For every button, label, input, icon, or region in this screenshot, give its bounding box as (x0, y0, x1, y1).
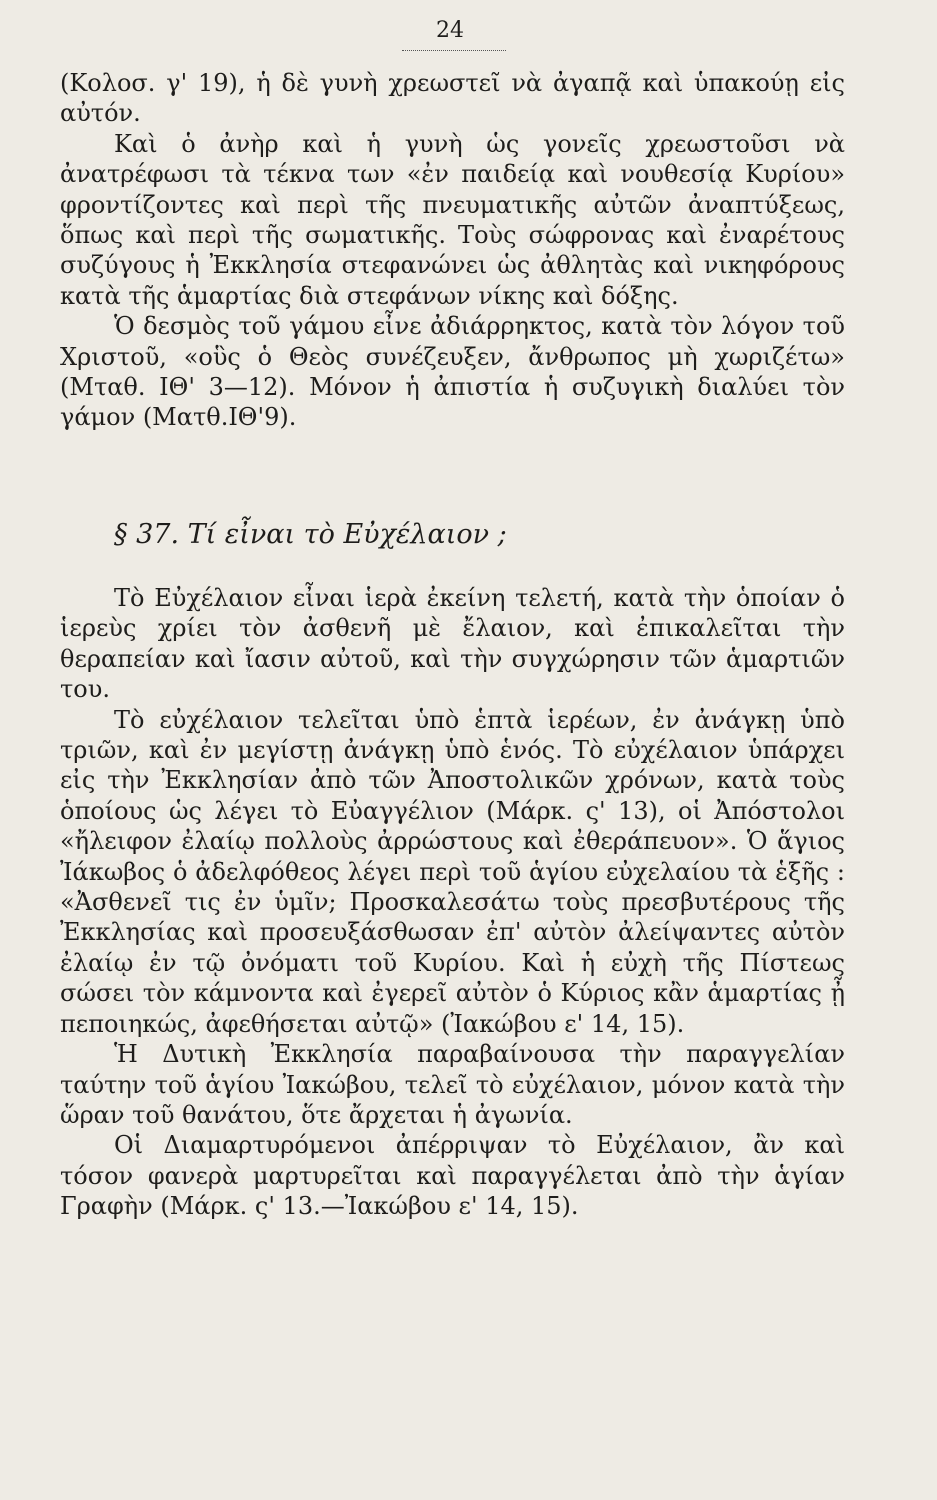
paragraph: Οἱ Διαμαρτυρόμενοι ἀπέρριψαν τὸ Εὐχέλαιον, ἂν καὶ τόσον φανερὰ μαρτυρεῖται καὶ παραγγέλεται ἀπὸ τὴν ἁγίαν Γραφὴν (Μάρκ. ς' 13.—Ἰακώβου ε' 14, 15). (60, 1131, 845, 1221)
paragraph: (Κολοσ. γ' 19), ἡ δὲ γυνὴ χρεωστεῖ νὰ ἀγαπᾷ καὶ ὑπακούῃ εἰς αὐτόν. (60, 69, 845, 128)
page-number: 24 (436, 18, 464, 43)
header-rule (402, 50, 506, 51)
paragraph: Ὁ δεσμὸς τοῦ γάμου εἶνε ἀδιάρρηκτος, κατὰ τὸν λόγον τοῦ Χριστοῦ, «οὓς ὁ Θεὸς συνέζευξεν, ἄνθρωπος μὴ χωριζέτω» (Μταθ. ΙΘ' 3—12). Μόνον ἡ ἀπιστία ἡ συζυγικὴ διαλύει τὸν γάμον (Ματθ.ΙΘ'9). (60, 312, 845, 432)
paragraph: Τὸ Εὐχέλαιον εἶναι ἱερὰ ἐκείνη τελετή, κατὰ τὴν ὁποίαν ὁ ἱερεὺς χρίει τὸν ἀσθενῆ μὲ ἔλαιον, καὶ ἐπικαλεῖται τὴν θεραπείαν καὶ ἴασιν αὐτοῦ, καὶ τὴν συγχώρησιν τῶν ἁμαρτιῶν του. (60, 584, 845, 704)
paragraph: Ἡ Δυτικὴ Ἐκκλησία παραβαίνουσα τὴν παραγγελίαν ταύτην τοῦ ἁγίου Ἰακώβου, τελεῖ τὸ εὐχέλαιον, μόνον κατὰ τὴν ὥραν τοῦ θανάτου, ὅτε ἄρχεται ἡ ἀγωνία. (60, 1040, 845, 1129)
section-heading: § 37. Τί εἶναι τὸ Εὐχέλαιον ; (114, 519, 507, 550)
section-unction-text (60, 583, 845, 1222)
paragraph: Καὶ ὁ ἀνὴρ καὶ ἡ γυνὴ ὡς γονεῖς χρεωστοῦσι νὰ ἀνατρέφωσι τὰ τέκνα των «ἐν παιδείᾳ καὶ νουθεσίᾳ Κυρίου» φροντίζοντες καὶ περὶ τῆς πνευματικῆς αὐτῶν ἀναπτύξεως, ὅπως καὶ περὶ τῆς σωματικῆς. Τοὺς σώφρονας καὶ ἐναρέτους συζύγους ἡ Ἐκκλησία στεφανώνει ὡς ἀθλητὰς καὶ νικηφόρους κατὰ τῆς ἁμαρτίας διὰ στεφάνων νίκης καὶ δόξης. (60, 129, 845, 310)
section-marriage-text (60, 68, 845, 433)
paragraph: Τὸ εὐχέλαιον τελεῖται ὑπὸ ἑπτὰ ἱερέων, ἐν ἀνάγκῃ ὑπὸ τριῶν, καὶ ἐν μεγίστῃ ἀνάγκῃ ὑπὸ ἑνός. Τὸ εὐχέλαιον ὑπάρχει εἰς τὴν Ἐκκλησίαν ἀπὸ τῶν Ἀποστολικῶν χρόνων, κατὰ τοὺς ὁποίους ὡς λέγει τὸ Εὐαγγέλιον (Μάρκ. ς' 13), οἱ Ἀπόστολοι «ἤλειφον ἐλαίῳ πολλοὺς ἀρρώστους καὶ ἐθεράπευον». Ὁ ἅγιος Ἰάκωβος ὁ ἀδελφόθεος λέγει περὶ τοῦ ἁγίου εὐχελαίου τὰ ἑξῆς : «Ἀσθενεῖ τις ἐν ὑμῖν; Προσκαλεσάτω τοὺς πρεσβυτέρους τῆς Ἐκκλησίας καὶ προσευξάσθωσαν ἐπ' αὐτὸν ἀλείψαντες αὐτὸν ἐλαίῳ ἐν τῷ ὀνόματι τοῦ Κυρίου. Καὶ ἡ εὐχὴ τῆς Πίστεως σώσει τὸν κάμνοντα καὶ ἐγερεῖ αὐτὸν ὁ Κύριος κἂν ἁμαρτίας ᾖ πεποιηκώς, ἀφεθήσεται αὐτῷ» (Ἰακώβου ε' 14, 15). (60, 705, 845, 1038)
